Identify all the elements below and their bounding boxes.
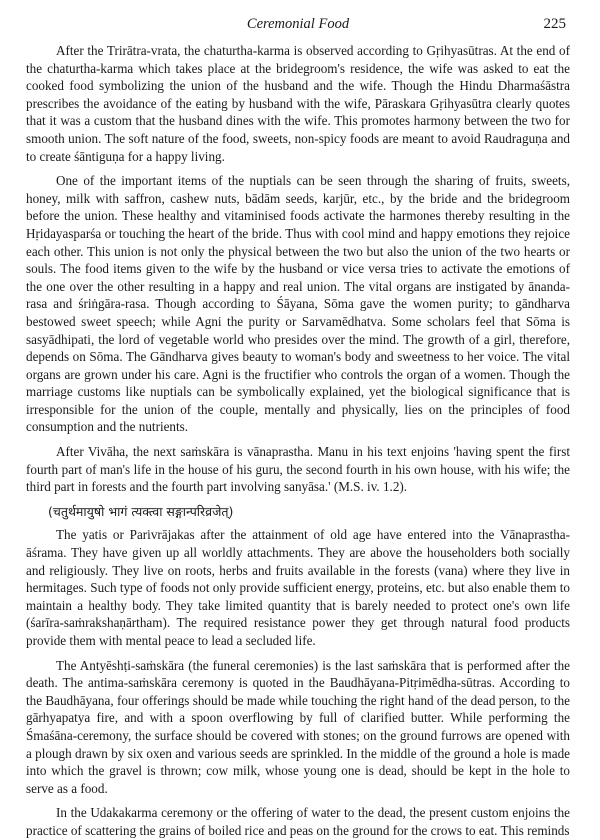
page-number: 225 — [543, 16, 566, 32]
paragraph-udakakarma: In the Udakakarma ceremony or the offering of water to the dead, the present custom enjoins the practice of scattering the grains of boiled rice and peas on the ground for the crows to eat. This reminds — [26, 805, 570, 838]
paragraph-antyeshti: The Antyēshṭi-saṁskāra (the funeral ceremonies) is the last saṁskāra that is performed after the death. The antima-saṁskāra ceremony is quoted in the Baudhāyana-Pitṛimēdha-sūtras. According to the Baudhāyana, four offerings should be made while touching the right hand of the dead person, to the gārhyapatya fire, and with a spoon overflowing by full of clarified butter. While performing the Śmaśāna-ceremony, the surface should be covered with stones; on the ground furrows are opened with a plough drawn by six oxen and various seeds are sprinkled. In the middle of the ground a hole is made into which the gravel is thrown; cow milk, whose young one is dead, should be kept in the hole to serve as a food. — [26, 657, 570, 796]
paragraph-vanaprastha: After Vivāha, the next saṁskāra is vānaprastha. Manu in his text enjoins 'having spent the first fourth part of man's life in the house of his guru, the second fourth in his own house, with his wife; the third part in forests and the fourth part involving sanyāsa.' (M.S. iv. 1.2). — [26, 444, 570, 495]
sanskrit-verse: (चतुर्थमायुषो भागं त्यक्त्वा सङ्गान्परिव्रजेत्) — [48, 503, 234, 519]
running-header — [26, 14, 570, 36]
paragraph-yatis: The yatis or Parivrājakas after the attainment of old age have entered into the Vānaprastha-āśrama. They have given up all worldly attachments. They are above the householders both socially and religiously. They live on roots, herbs and fruits available in the forests (vana) where they live in hermitages. Such type of foods not only provide sufficient energy, proteins, etc. but also enable them to maintain a healthy body. They take limited quantity that is barely needed to protect one's own life (śarīra-saṁrakshaṇārtham). The required resistance power they get through natural food products provide them with mental peace to lead a secluded life. — [26, 527, 570, 648]
running-title: Ceremonial Food — [246, 16, 350, 32]
paragraph-chaturtha-karma: After the Trirātra-vrata, the chaturtha-karma is observed according to Gṛihyasūtras. At the end of the chaturtha-karma which takes place at the bridegroom's residence, the wife was asked to eat the cooked food symbolizing the union of the husband and the wife. Though the Hindu Dharmaśāstra prescribes the avoidance of the eating by husband with the wife, Pāraskara Gṛihyasūtra clearly quotes that it was a custom that the husband dines with the wife. This promotes harmony between the two for smooth union. The soft nature of the food, sweets, non-spicy foods are meant to avoid Raudraguṇa and to create śāntiguṇa for a happy living. — [26, 43, 570, 164]
paragraph-nuptials: One of the important items of the nuptials can be seen through the sharing of fruits, sweets, honey, milk with saffron, cashew nuts, bādām seeds, karjūr, etc., by the bride and the bridegroom before the union. These healthy and vitaminised foods activate the harmones thereby resulting in the Hṛidayasparśa or touching the heart of the bride. Thus with cool mind and happy emotions they rejoice each other. This union is not only the physical between the two but also the union of the two hearts or souls. The food items given to the wife by the husband or vice versa tries to activate the emotions of the one over the other resulting in a happy and real union. The vital organs are instigated by ānanda-rasa and śriṅgāra-rasa. Though according to Śāyana, Sōma gave the women purity; to gāndharva bestowed sweet speech; while Agni the purity or Sarvamēdhatva. Some scholars feel that Sōma is sasyādhipati, the lord of vegetable world who presides over the mind. The growth of a girl, therefore, depends on Sōma. The Gāndharva gives beauty to woman's body and sweetness to her voice. The vital organs are grown under his care. Agni is the fructifier who controls the organ of a women. Though the marriage customs like nuptials can be symbolically explained, yet the biological significance that is irresponsible for the union of the couple, mentally and physically, lies on the principles of food consumption and the nutrients. — [26, 173, 570, 435]
body-text — [26, 42, 570, 840]
